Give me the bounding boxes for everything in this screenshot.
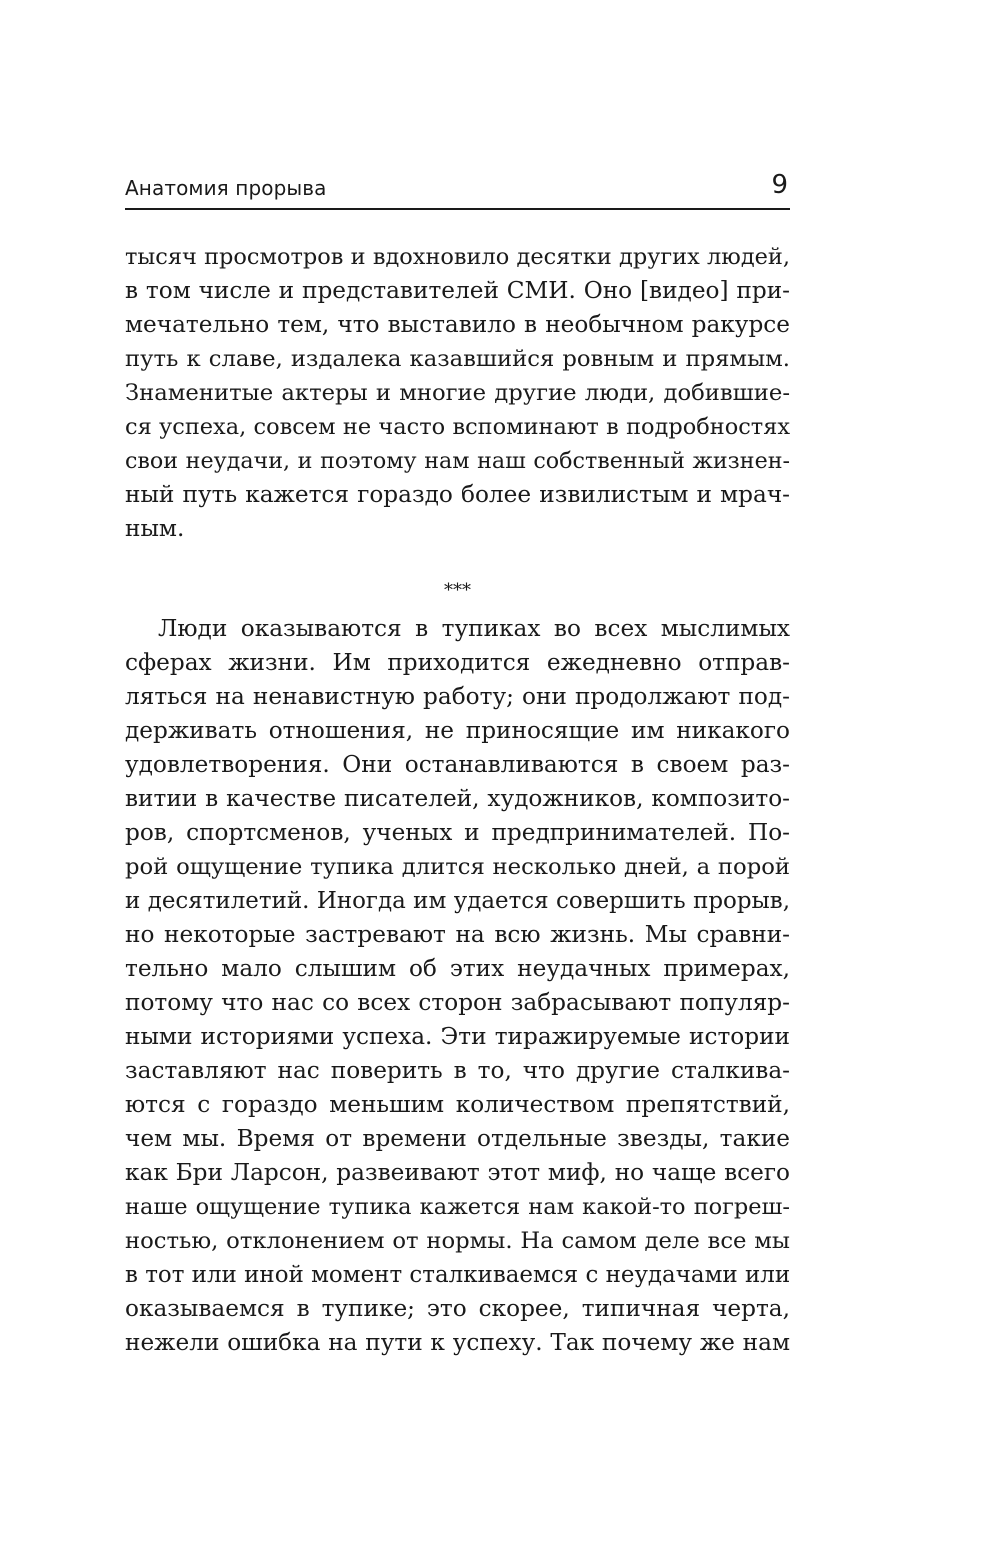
text-line: удовлетворения. Они останавливаются в своем раз- <box>125 751 790 778</box>
page-number: 9 <box>771 170 788 200</box>
text-line: и десятилетий. Иногда им удается совершить прорыв, <box>125 888 790 914</box>
text-line: рой ощущение тупика длится несколько дней, а порой <box>125 854 790 880</box>
text-line: витии в качестве писателей, художников, композито- <box>125 785 790 812</box>
text-line: в том числе и представителей СМИ. Оно [видео] при- <box>125 277 790 304</box>
running-title: Анатомия прорыва <box>125 176 327 200</box>
text-line: чем мы. Время от времени отдельные звезды, такие <box>125 1125 790 1152</box>
text-line: свои неудачи, и поэтому нам наш собственный жизнен- <box>125 448 790 474</box>
running-header <box>125 170 790 210</box>
text-line: нежели ошибка на пути к успеху. Так почему же нам <box>125 1329 790 1356</box>
text-line: Знаменитые актеры и многие другие люди, добившие- <box>125 380 790 406</box>
text-line: ными историями успеха. Эти тиражируемые истории <box>125 1023 790 1050</box>
text-line: тельно мало слышим об этих неудачных примерах, <box>125 955 790 982</box>
paragraph-2 <box>125 612 790 1360</box>
text-line: мечательно тем, что выставило в необычном ракурсе <box>125 311 790 338</box>
text-line: ный путь кажется гораздо более извилистым и мрач- <box>125 481 790 508</box>
text-line: путь к славе, издалека казавшийся ровным и прямым. <box>125 346 790 372</box>
text-line: ляться на ненавистную работу; они продолжают под- <box>125 683 790 710</box>
text-line: наше ощущение тупика кажется нам какой-то погреш- <box>125 1194 790 1220</box>
text-line: потому что нас со всех сторон забрасывают популяр- <box>125 989 790 1016</box>
text-line: Люди оказываются в тупиках во всех мыслимых <box>158 615 790 642</box>
text-line: оказываемся в тупике; это скорее, типичная черта, <box>125 1295 790 1322</box>
text-line: ным. <box>125 515 185 542</box>
text-line: но некоторые застревают на всю жизнь. Мы сравни- <box>125 921 790 948</box>
section-separator: *** <box>444 580 471 601</box>
paragraph-1 <box>125 240 790 546</box>
text-line: тысяч просмотров и вдохновило десятки других людей, <box>125 244 790 270</box>
text-line: ров, спортсменов, ученых и предпринимателей. По- <box>125 819 790 846</box>
text-line: как Бри Ларсон, развеивают этот миф, но чаще всего <box>125 1159 790 1186</box>
text-line: в тот или иной момент сталкиваемся с неудачами или <box>125 1262 791 1288</box>
text-line: ностью, отклонением от нормы. На самом деле все мы <box>125 1228 790 1254</box>
text-line: заставляют нас поверить в то, что другие сталкива- <box>125 1057 790 1084</box>
text-line: ются с гораздо меньшим количеством препятствий, <box>125 1091 790 1118</box>
text-line: ся успеха, совсем не часто вспоминают в подробностях <box>125 414 790 440</box>
text-line: сферах жизни. Им приходится ежедневно отправ- <box>125 649 790 676</box>
text-line: держивать отношения, не приносящие им никакого <box>125 717 790 744</box>
